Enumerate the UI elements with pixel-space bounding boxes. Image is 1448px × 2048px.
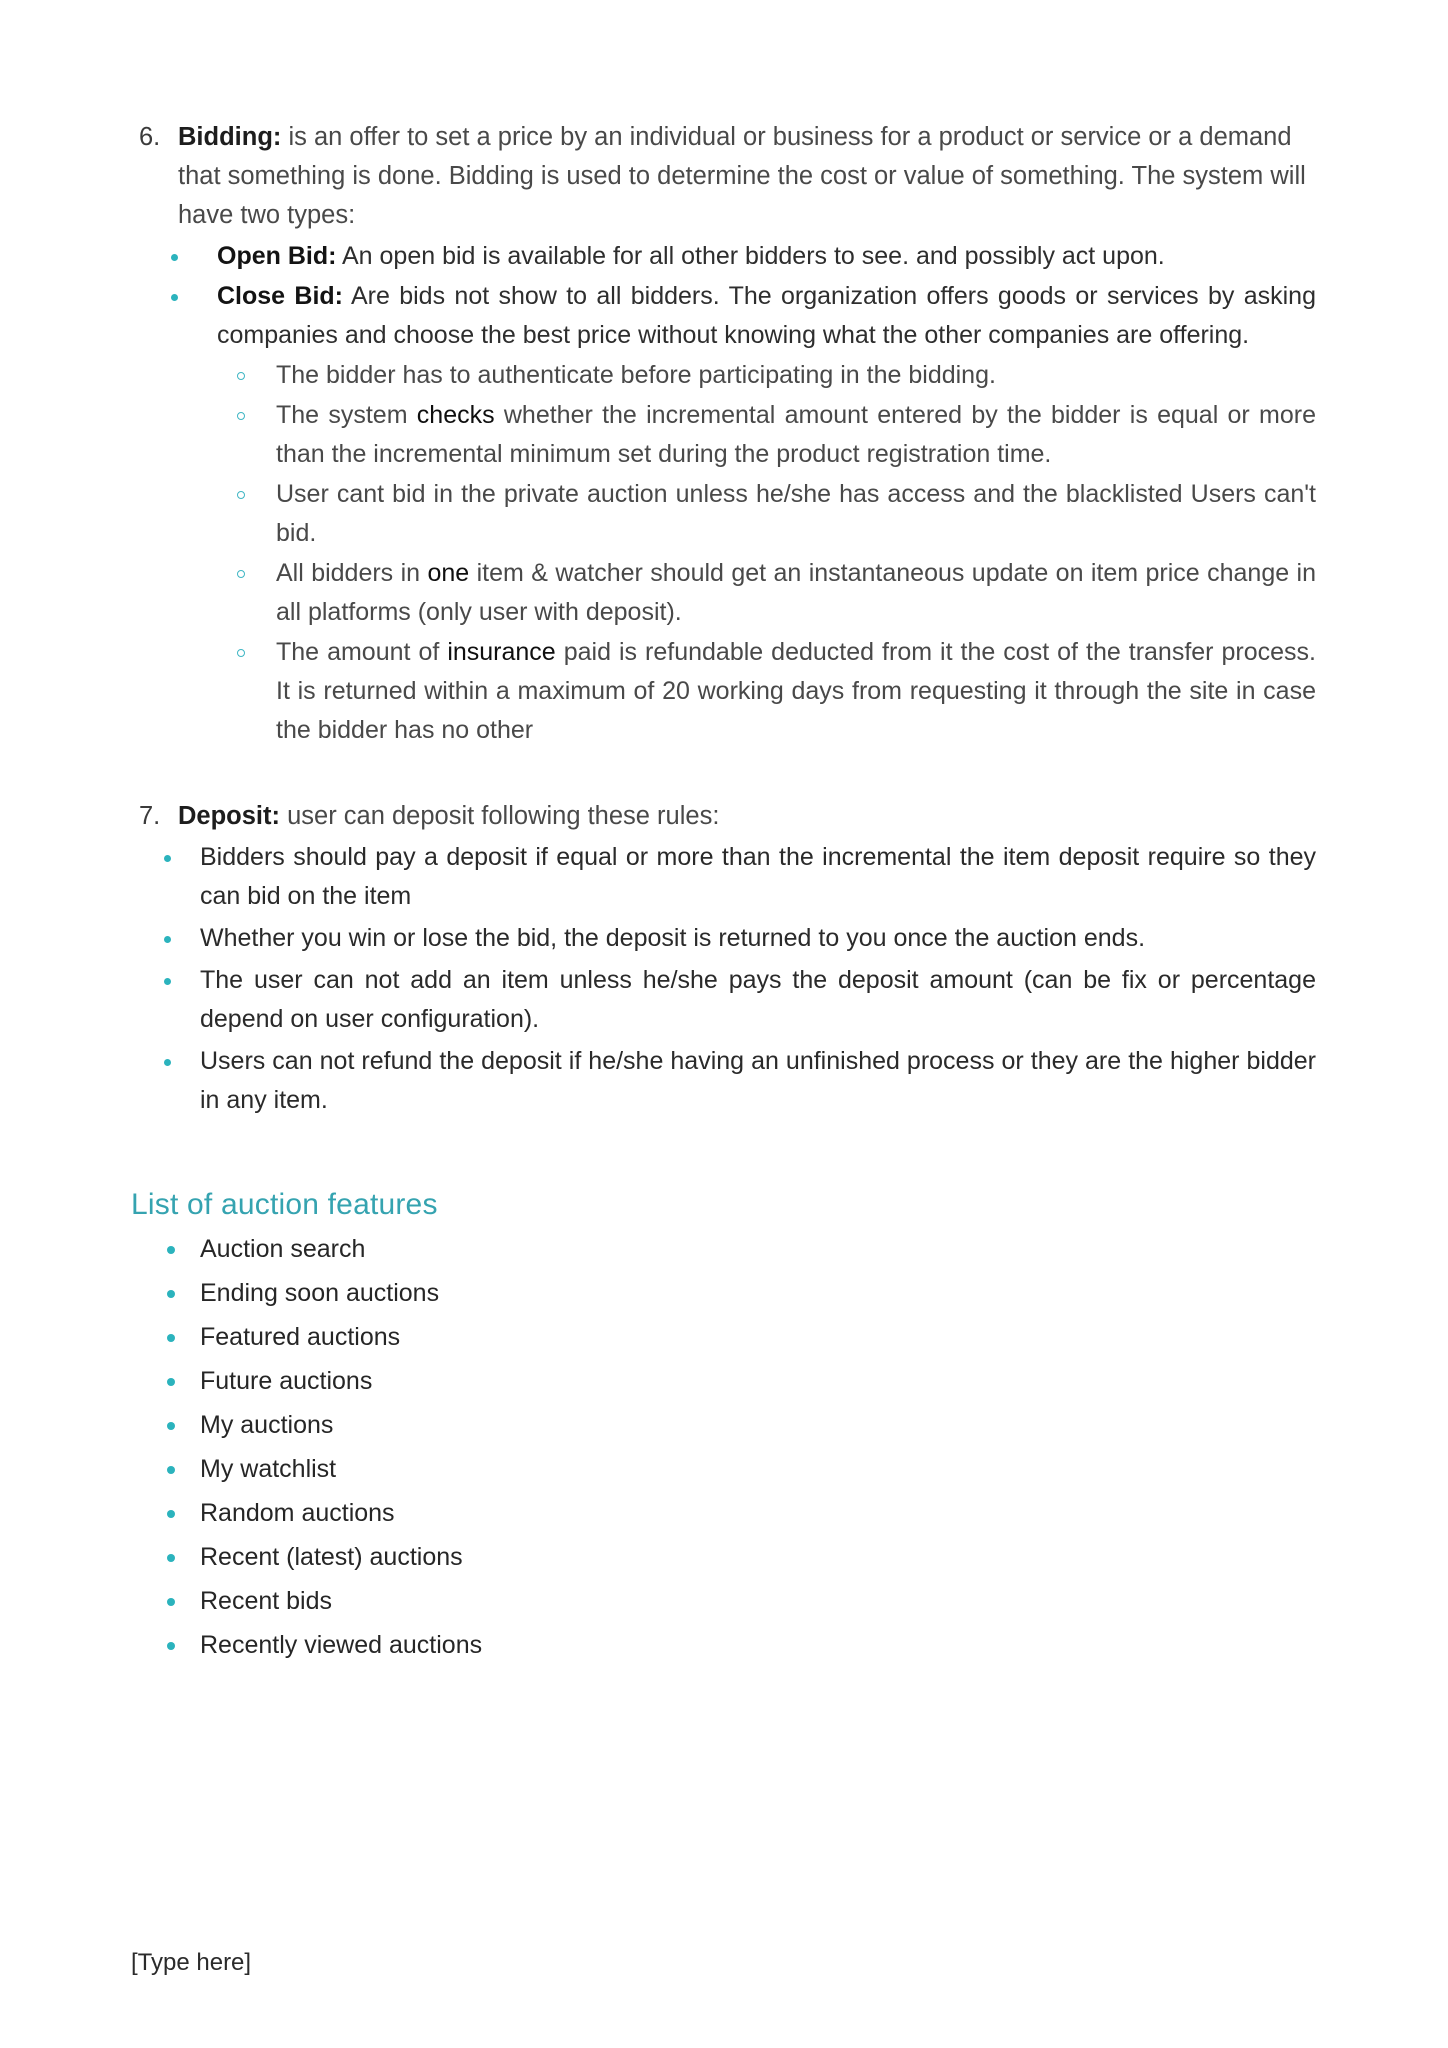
section-spacer bbox=[131, 751, 1316, 797]
auction-features-list bbox=[131, 1227, 1316, 1667]
rule-text-pre: The system bbox=[276, 401, 417, 429]
list-item-deposit-no-refund bbox=[131, 1042, 1316, 1120]
rule-text-pre: All bidders in bbox=[276, 559, 428, 587]
list-number-7: 7. bbox=[139, 802, 161, 830]
emphasis-insurance: insurance bbox=[447, 638, 556, 666]
emphasis-checks: checks bbox=[416, 401, 495, 429]
page-footer: [Type here] bbox=[131, 1949, 252, 1976]
open-bid-text: An open bid is available for all other bidders to see. and possibly act upon. bbox=[336, 242, 1165, 270]
list-item-feature: Featured auctions bbox=[131, 1315, 1316, 1359]
list-item-deposit-returned bbox=[131, 919, 1316, 958]
rule-text-post: paid is refundable deducted from it the cost of the transfer process. It is returned within a maximum of 20 working days from requesting it through the site in case the bidder has no other bbox=[276, 638, 1316, 744]
list-number-6: 6. bbox=[139, 123, 161, 151]
rule-text-post: whether the incremental amount entered by the bidder is equal or more than the incremental minimum set during the product registration time. bbox=[276, 401, 1316, 468]
emphasis-one: one bbox=[427, 559, 470, 587]
deposit-rule-text: The user can not add an item unless he/she pays the deposit amount (can be fix or percentage depend on user configuration). bbox=[200, 966, 1316, 1033]
deposit-paragraph bbox=[178, 797, 1316, 836]
deposit-title: Deposit: bbox=[178, 802, 280, 830]
list-item-feature: My auctions bbox=[131, 1403, 1316, 1447]
list-item-feature: Auction search bbox=[131, 1227, 1316, 1271]
list-item-close-bid bbox=[131, 277, 1316, 355]
rule-text-private-auction: User cant bid in the private auction unless he/she has access and the blacklisted Users can't bid. bbox=[276, 480, 1316, 547]
rule-text-post: item & watcher should get an instantaneous update on item price change in all platforms (only user with deposit). bbox=[276, 559, 1317, 626]
list-item-deposit-pay bbox=[131, 838, 1316, 916]
list-item-feature: Recently viewed auctions bbox=[131, 1623, 1316, 1667]
bidding-paragraph bbox=[178, 118, 1316, 235]
deposit-intro-text: user can deposit following these rules: bbox=[280, 802, 720, 830]
document-body bbox=[131, 118, 1316, 1667]
deposit-rule-text: Bidders should pay a deposit if equal or more than the incremental the item deposit require so they can bid on the item bbox=[200, 843, 1316, 910]
list-item-authenticate bbox=[131, 356, 1316, 395]
close-bid-text: Are bids not show to all bidders. The organization offers goods or services by asking companies and choose the best price without knowing what the other companies are offering. bbox=[217, 282, 1316, 349]
section-spacer bbox=[131, 1123, 1316, 1169]
page-title-auction-features: List of auction features bbox=[131, 1188, 438, 1221]
list-item-feature: My watchlist bbox=[131, 1447, 1316, 1491]
section-spacer bbox=[131, 1169, 1316, 1183]
open-bid-label: Open Bid: bbox=[217, 242, 337, 270]
list-item-feature: Ending soon auctions bbox=[131, 1271, 1316, 1315]
bidding-title: Bidding: bbox=[178, 123, 282, 151]
list-item-feature: Random auctions bbox=[131, 1491, 1316, 1535]
rule-text-authenticate: The bidder has to authenticate before participating in the bidding. bbox=[276, 361, 996, 389]
list-item-feature: Recent (latest) auctions bbox=[131, 1535, 1316, 1579]
deposit-rule-text: Users can not refund the deposit if he/she having an unfinished process or they are the higher bidder in any item. bbox=[200, 1047, 1316, 1114]
close-bid-label: Close Bid: bbox=[217, 282, 344, 310]
deposit-rules-list bbox=[131, 838, 1316, 1120]
bidding-rules-list bbox=[131, 356, 1316, 750]
bid-types-list bbox=[131, 237, 1316, 355]
list-item-increment-check bbox=[131, 396, 1316, 474]
list-item-instant-update bbox=[131, 554, 1316, 632]
list-item-insurance-refund bbox=[131, 633, 1316, 750]
list-item-feature: Future auctions bbox=[131, 1359, 1316, 1403]
list-item-feature: Recent bids bbox=[131, 1579, 1316, 1623]
numbered-item-bidding bbox=[131, 118, 1316, 235]
rule-text-pre: The amount of bbox=[276, 638, 448, 666]
list-item-deposit-add-item bbox=[131, 961, 1316, 1039]
list-item-private-auction bbox=[131, 475, 1316, 553]
list-item-open-bid bbox=[131, 237, 1316, 276]
bidding-intro-text: is an offer to set a price by an individual or business for a product or service or a demand that something is done. Bidding is used to determine the cost or value of something. The system will have two types: bbox=[178, 123, 1306, 229]
numbered-item-deposit bbox=[131, 797, 1316, 836]
deposit-rule-text: Whether you win or lose the bid, the deposit is returned to you once the auction ends. bbox=[200, 924, 1146, 952]
